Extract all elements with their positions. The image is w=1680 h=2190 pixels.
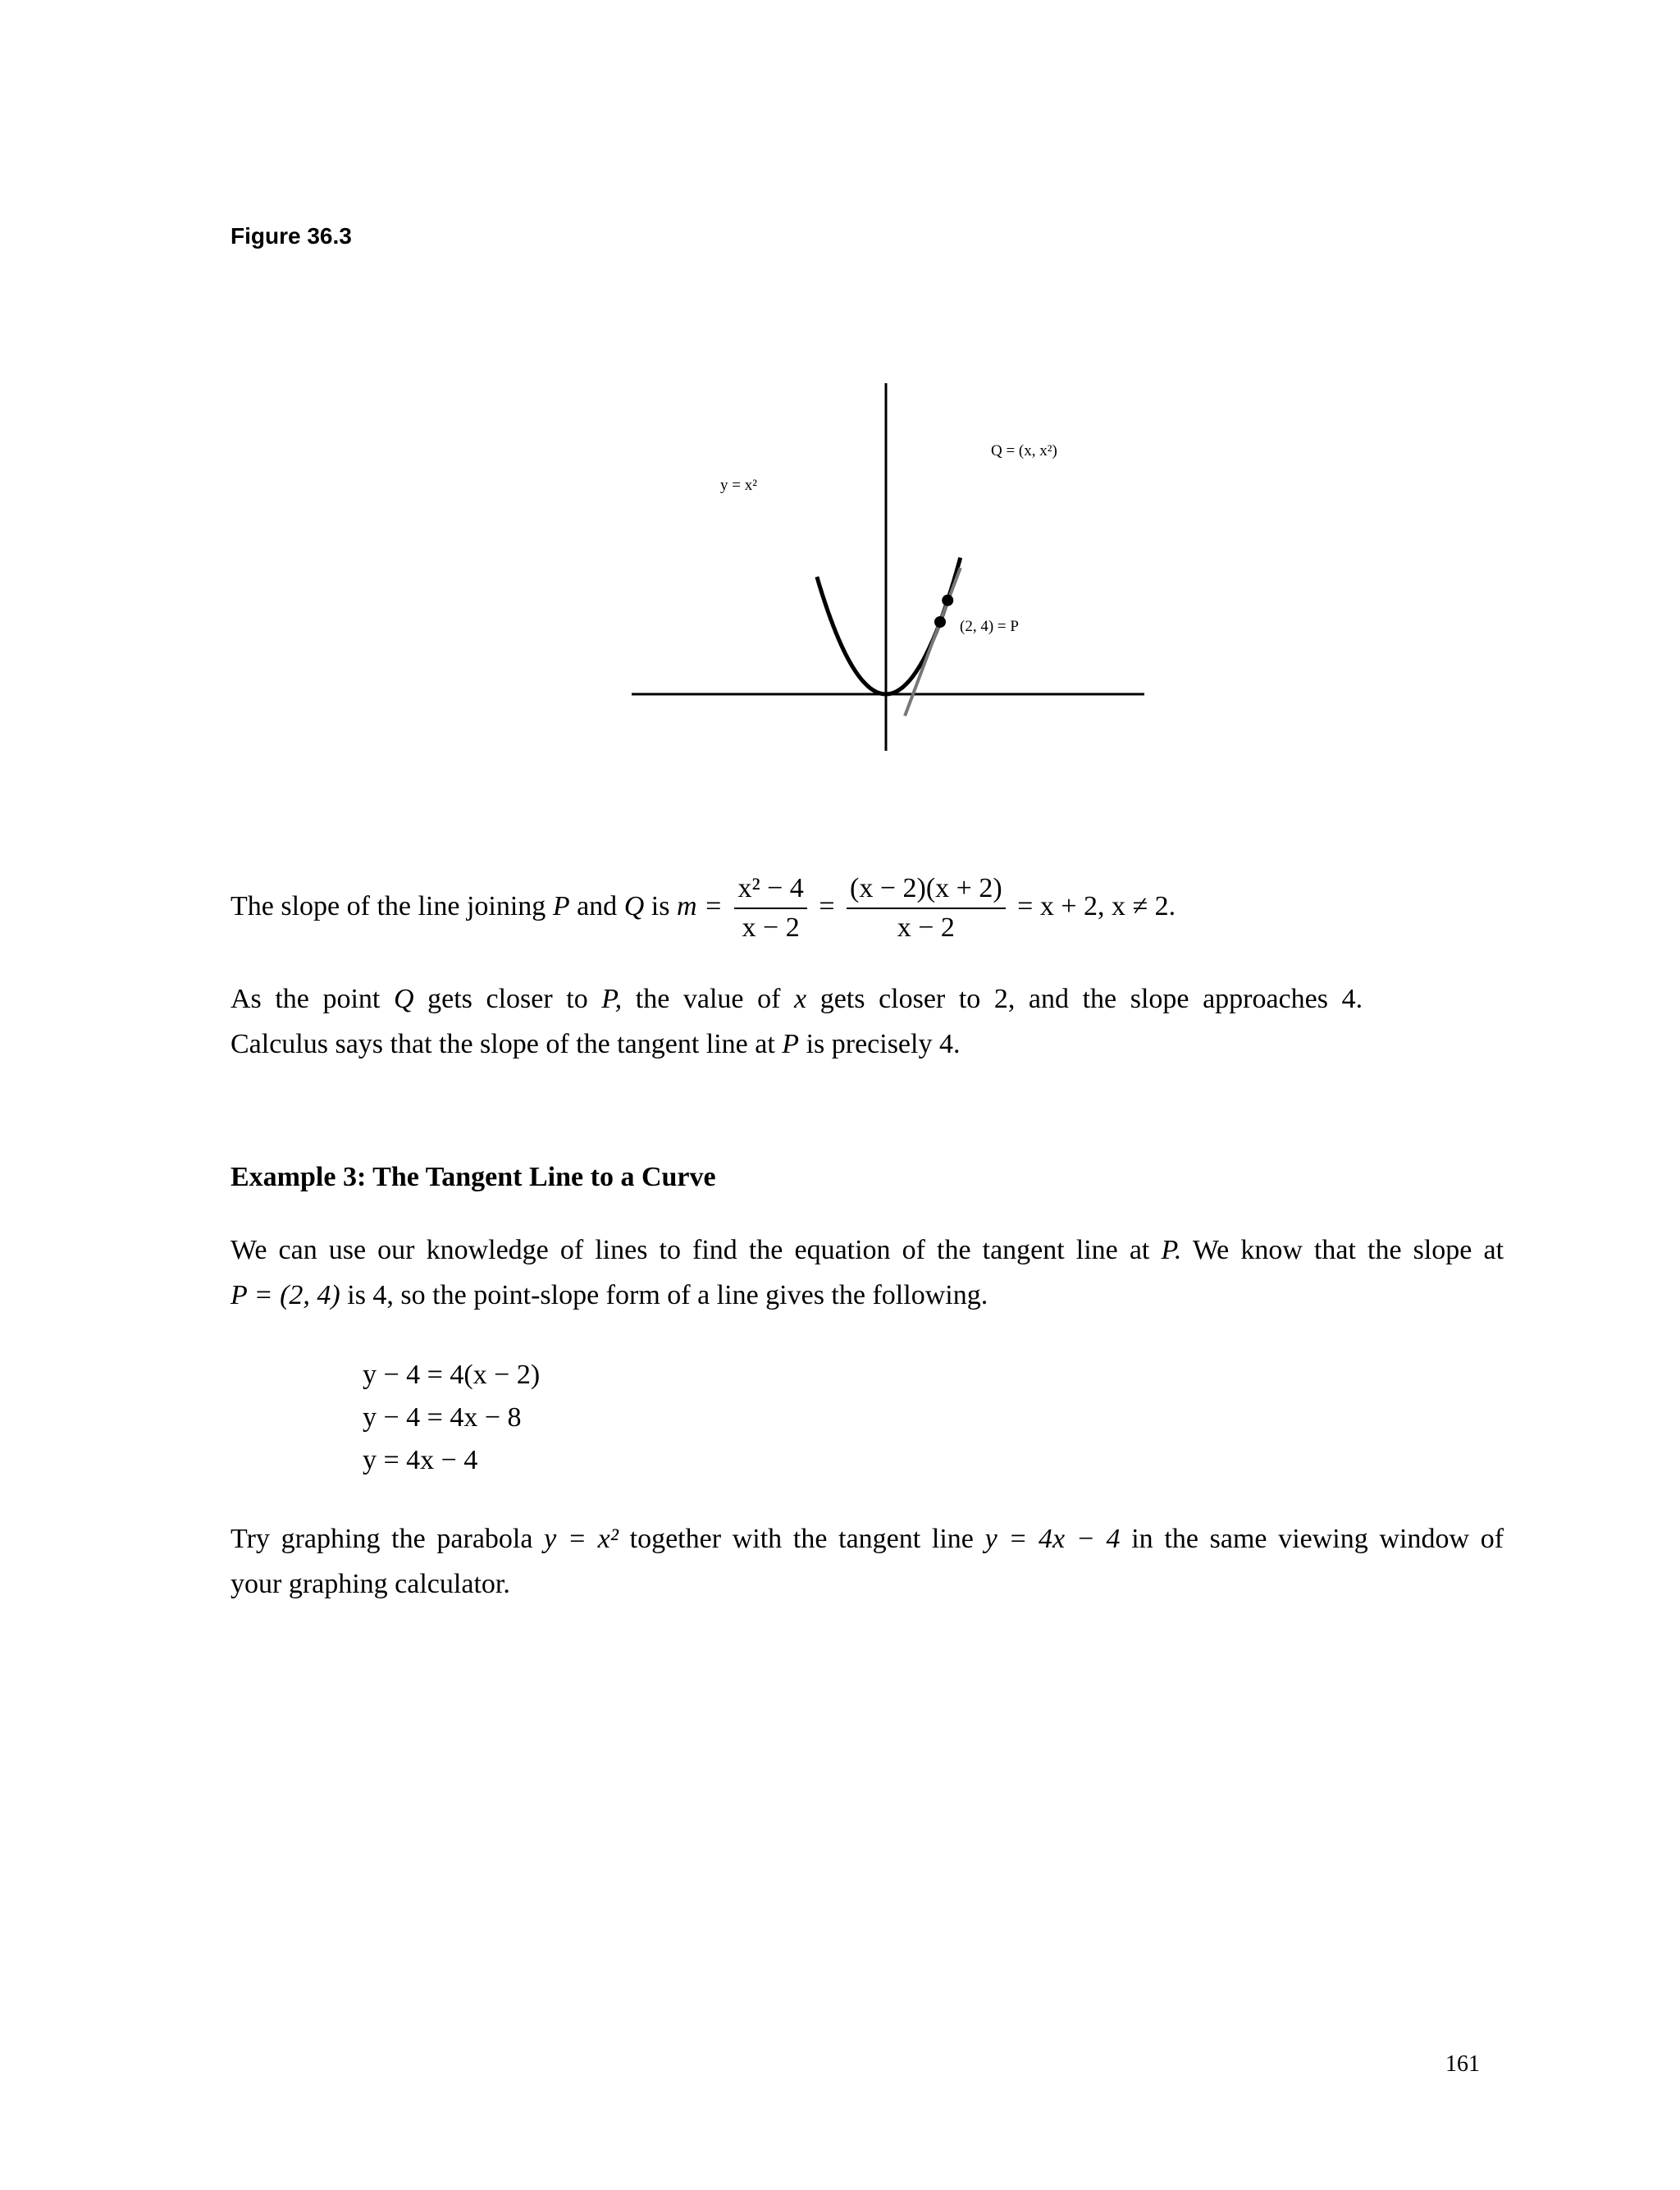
point-p-label: (2, 4) = P bbox=[960, 618, 1019, 635]
var-q: Q bbox=[623, 890, 645, 921]
text: is 4, so the point-slope form of a line gives the following. bbox=[347, 1280, 988, 1310]
point-q-label: Q = (x, x²) bbox=[991, 442, 1057, 459]
text: the value of bbox=[635, 984, 781, 1014]
text: in the same viewing window of bbox=[1131, 1524, 1504, 1554]
var-p: P, bbox=[601, 984, 623, 1014]
approach-paragraph bbox=[231, 976, 1363, 1067]
paragraph-line bbox=[231, 1273, 1504, 1318]
equation-tangent: y = 4x − 4 bbox=[984, 1524, 1121, 1554]
slope-sentence bbox=[231, 870, 1176, 947]
paragraph-line bbox=[231, 1228, 1504, 1273]
parabola-figure bbox=[623, 373, 1148, 771]
text: We can use our knowledge of lines to find the equation of the tangent line at bbox=[231, 1235, 1150, 1265]
slope-result: = x + 2, x ≠ 2. bbox=[1017, 890, 1176, 921]
var-q: Q bbox=[393, 984, 414, 1014]
try-paragraph bbox=[231, 1516, 1504, 1607]
paragraph-line: your graphing calculator. bbox=[231, 1569, 510, 1599]
text: gets closer to 2, and the slope approaches 4. bbox=[819, 984, 1363, 1014]
text: is precisely 4. bbox=[806, 1029, 961, 1059]
point-p-coords: P = (2, 4) bbox=[231, 1280, 340, 1310]
figure-caption: Figure 36.3 bbox=[231, 223, 352, 249]
fraction-numerator: (x − 2)(x + 2) bbox=[847, 870, 1006, 909]
text: The slope of the line joining bbox=[231, 890, 546, 921]
point-q bbox=[942, 595, 953, 606]
equation-parabola: y = x² bbox=[544, 1524, 619, 1554]
paragraph-line bbox=[231, 976, 1363, 1022]
page-number: 161 bbox=[1445, 2051, 1480, 2077]
var-x: x bbox=[794, 984, 807, 1014]
text: We know that the slope at bbox=[1192, 1235, 1504, 1265]
parabola-graph bbox=[623, 373, 1148, 767]
section-heading: Example 3: The Tangent Line to a Curve bbox=[231, 1162, 716, 1192]
equation-line: y − 4 = 4(x − 2) bbox=[363, 1360, 541, 1390]
equals: = bbox=[819, 890, 835, 921]
m-equals: m = bbox=[676, 890, 723, 921]
text: As the point bbox=[231, 984, 381, 1014]
equation-line: y − 4 = 4x − 8 bbox=[363, 1402, 522, 1433]
text: gets closer to bbox=[427, 984, 588, 1014]
fraction-numerator: x² − 4 bbox=[734, 870, 806, 909]
var-p: P bbox=[552, 890, 570, 921]
point-p bbox=[934, 616, 946, 628]
equation-line: y = 4x − 4 bbox=[363, 1445, 478, 1475]
fraction-denominator: x − 2 bbox=[742, 912, 800, 943]
text: together with the tangent line bbox=[629, 1524, 974, 1554]
fraction-denominator: x − 2 bbox=[897, 912, 955, 943]
example-paragraph bbox=[231, 1228, 1504, 1318]
text: and bbox=[577, 890, 618, 921]
fraction-2 bbox=[847, 870, 1006, 947]
curve-label: y = x² bbox=[720, 477, 757, 494]
equation-block bbox=[363, 1354, 540, 1482]
var-p: P bbox=[782, 1029, 800, 1059]
fraction-1 bbox=[734, 870, 806, 947]
text: Try graphing the parabola bbox=[231, 1524, 533, 1554]
paragraph-line bbox=[231, 1022, 1363, 1067]
paragraph-line bbox=[231, 1516, 1504, 1561]
text: is bbox=[651, 890, 670, 921]
var-p: P. bbox=[1161, 1235, 1182, 1265]
text: Calculus says that the slope of the tangent line at bbox=[231, 1029, 775, 1059]
